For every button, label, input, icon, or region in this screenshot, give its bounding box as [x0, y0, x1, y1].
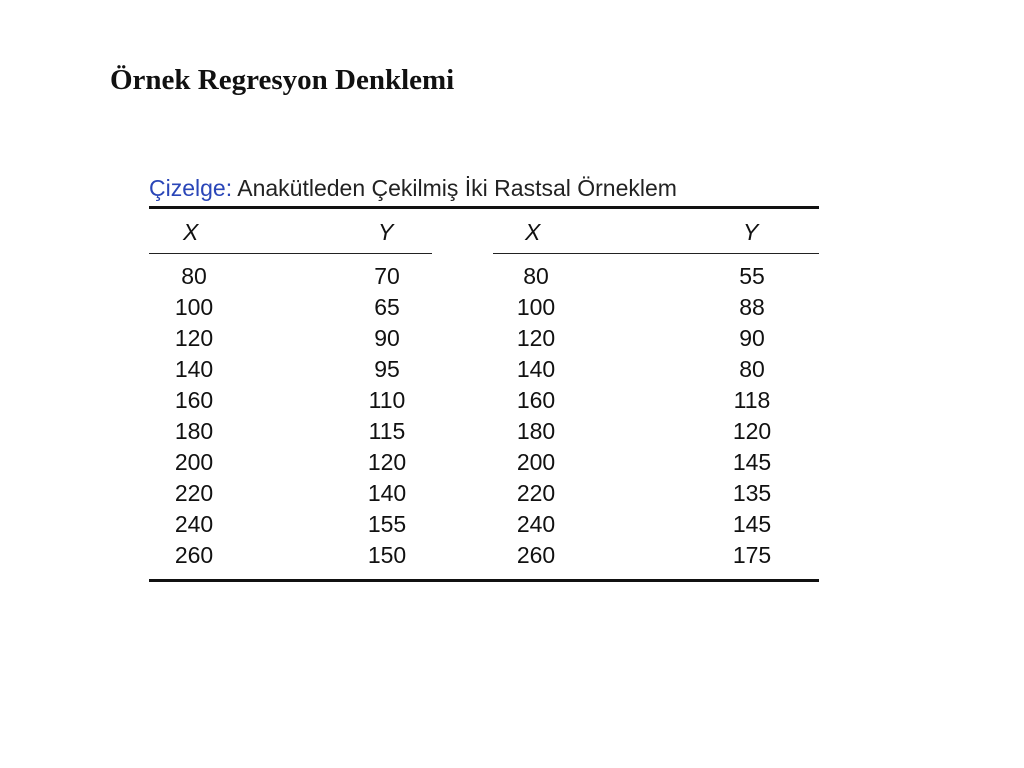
table-row — [149, 416, 819, 447]
cell-y-sample-2: 88 — [739, 294, 765, 320]
cell-y-sample-2: 145 — [732, 449, 772, 475]
cell-y-sample-2: 120 — [732, 418, 772, 444]
cell-y-sample-2: 90 — [739, 325, 765, 351]
cell-y-sample-2: 80 — [739, 356, 765, 382]
cell-y-sample-1: 115 — [368, 418, 406, 444]
header-y-sample-1: Y — [378, 219, 394, 245]
sample-table — [149, 170, 819, 582]
cell-y-sample-1: 140 — [367, 480, 407, 506]
cell-y-sample-2: 118 — [733, 387, 771, 413]
cell-x-sample-1: 180 — [174, 418, 214, 444]
cell-x-sample-2: 80 — [523, 263, 549, 289]
cell-x-sample-1: 120 — [174, 325, 214, 351]
cell-x-sample-1: 80 — [181, 263, 207, 289]
cell-x-sample-1: 220 — [174, 480, 214, 506]
caption-text: Anakütleden Çekilmiş İki Rastsal Örneklem — [232, 175, 677, 201]
cell-x-sample-2: 260 — [516, 542, 556, 568]
cell-x-sample-2: 180 — [516, 418, 556, 444]
table-row — [149, 323, 819, 354]
cell-y-sample-1: 95 — [374, 356, 400, 382]
table-bottom-rule — [149, 579, 819, 582]
header-y-sample-2: Y — [743, 219, 759, 245]
cell-x-sample-1: 260 — [174, 542, 214, 568]
table-row — [149, 540, 819, 571]
header-x-sample-2: X — [525, 219, 541, 245]
table-row — [149, 354, 819, 385]
cell-y-sample-2: 135 — [732, 480, 772, 506]
cell-y-sample-1: 120 — [367, 449, 407, 475]
cell-x-sample-2: 200 — [516, 449, 556, 475]
cell-x-sample-2: 140 — [516, 356, 556, 382]
header-rule-sample-1 — [149, 253, 432, 254]
cell-y-sample-2: 55 — [739, 263, 765, 289]
cell-y-sample-1: 90 — [374, 325, 400, 351]
table-row — [149, 478, 819, 509]
cell-x-sample-2: 160 — [516, 387, 556, 413]
cell-y-sample-1: 110 — [368, 387, 406, 413]
table-caption — [149, 170, 819, 206]
cell-x-sample-2: 220 — [516, 480, 556, 506]
cell-y-sample-1: 65 — [374, 294, 400, 320]
cell-y-sample-1: 155 — [367, 511, 407, 537]
table-row — [149, 447, 819, 478]
cell-x-sample-2: 240 — [516, 511, 556, 537]
header-x-sample-1: X — [183, 219, 199, 245]
cell-x-sample-1: 140 — [174, 356, 214, 382]
caption-label: Çizelge: — [149, 175, 233, 201]
table-row — [149, 261, 819, 292]
cell-x-sample-2: 120 — [516, 325, 556, 351]
cell-x-sample-2: 100 — [516, 294, 556, 320]
cell-x-sample-1: 100 — [174, 294, 214, 320]
cell-y-sample-2: 145 — [732, 511, 772, 537]
table-row — [149, 292, 819, 323]
table-row — [149, 385, 819, 416]
cell-y-sample-1: 70 — [374, 263, 400, 289]
table-body — [149, 255, 819, 571]
cell-x-sample-1: 240 — [174, 511, 214, 537]
header-rule-sample-2 — [493, 253, 819, 254]
slide-title: Örnek Regresyon Denklemi — [110, 64, 455, 96]
cell-x-sample-1: 200 — [174, 449, 214, 475]
cell-y-sample-2: 175 — [732, 542, 772, 568]
table-header-row — [149, 209, 819, 255]
cell-y-sample-1: 150 — [367, 542, 407, 568]
cell-x-sample-1: 160 — [174, 387, 214, 413]
table-row — [149, 509, 819, 540]
